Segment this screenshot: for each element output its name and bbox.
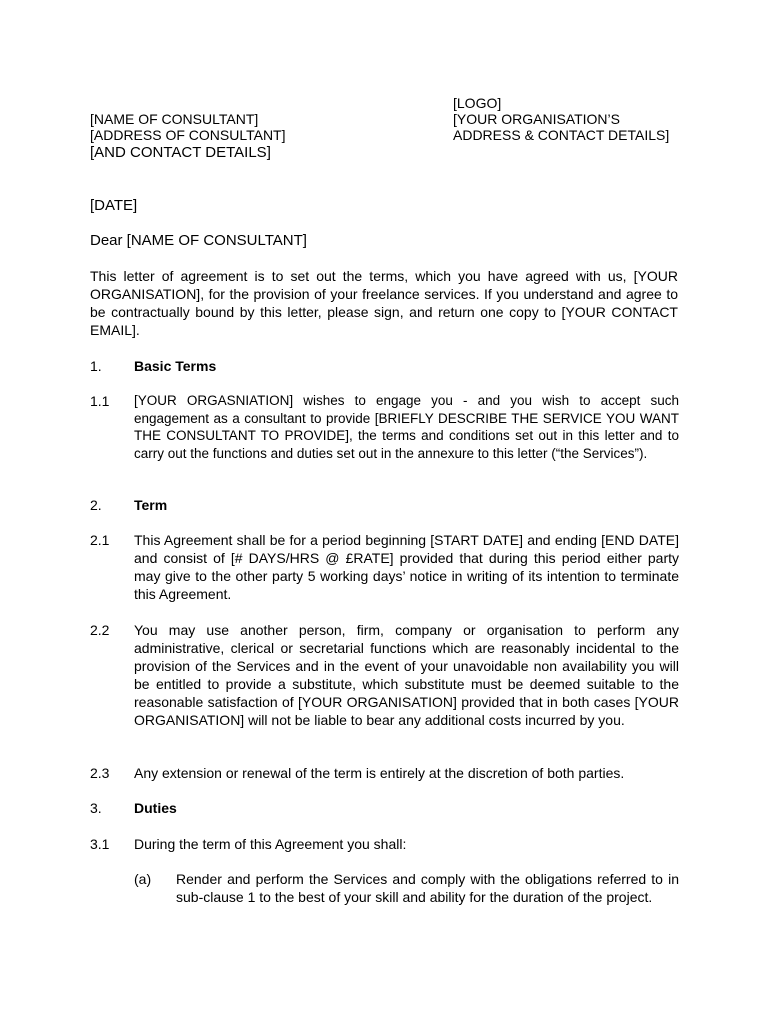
clause-number: 3.1 — [90, 836, 110, 852]
clause-number: 2.1 — [90, 532, 110, 548]
clause-text: Any extension or renewal of the term is entirely at the discretion of both parties. — [134, 765, 625, 781]
consultant-name: [NAME OF CONSULTANT] — [90, 111, 259, 127]
logo-placeholder: [LOGO] — [453, 95, 502, 111]
clause-number: 1.1 — [90, 393, 110, 409]
clause-text: During the term of this Agreement you shall: — [134, 836, 407, 852]
clause-text: You may use another person, firm, company or organisation to perform any administrative, clerical or secretarial functions which are reasonably incidental to the provision of the Services and in the event of your unavoidable non availability you will be entitled to provide a substitute, which substitute must be deemed suitable to the reasonable satisfaction of [YOUR ORGANISATION] provided that in both cases [YOUR ORGANISATION] will not be liable to bear any additional costs incurred by you. — [134, 622, 679, 728]
org-address-line-2: ADDRESS & CONTACT DETAILS] — [453, 127, 670, 143]
org-address-line-1: [YOUR ORGANISATION’S — [453, 111, 620, 127]
section-number: 1. — [90, 358, 102, 374]
section-number: 3. — [90, 800, 102, 816]
clause-number: 2.2 — [90, 622, 110, 638]
clause-text: This Agreement shall be for a period beginning [START DATE] and ending [END DATE] and consist of [# DAYS/HRS @ £RATE] provided that during this period either party may give to the other party 5 working days’ notice in writing of its intention to terminate this Agreement. — [134, 532, 679, 602]
subclause-label: (a) — [134, 871, 152, 887]
clause-text: [YOUR ORGASNIATION] wishes to engage you - and you wish to accept such engagement as a consultant to provide [BRIEFLY DESCRIBE THE SERVICE YOU WANT THE CONSULTANT TO PROVIDE], the terms and conditions set out in this letter and to carry out the functions and duties set out in the annexure to this letter (“the Services”). — [134, 393, 679, 461]
letter-date: [DATE] — [90, 197, 138, 214]
section-heading: Basic Terms — [134, 358, 217, 374]
subclause-text: Render and perform the Services and comply with the obligations referred to in sub-clause 1 to the best of your skill and ability for the duration of the project. — [176, 871, 679, 905]
consultant-address: [ADDRESS OF CONSULTANT] — [90, 127, 286, 143]
section-heading: Duties — [134, 800, 177, 816]
salutation: Dear [NAME OF CONSULTANT] — [90, 232, 307, 249]
consultant-contact: [AND CONTACT DETAILS] — [90, 144, 271, 161]
section-heading: Term — [134, 497, 168, 513]
clause-number: 2.3 — [90, 765, 110, 781]
intro-paragraph: This letter of agreement is to set out the terms, which you have agreed with us, [YOUR ORGANISATION], for the provision of your freelance services. If you understand and agree to be contractually bound by this letter, please sign, and return one copy to [YOUR CONTACT EMAIL]. — [90, 268, 678, 338]
section-number: 2. — [90, 497, 102, 513]
